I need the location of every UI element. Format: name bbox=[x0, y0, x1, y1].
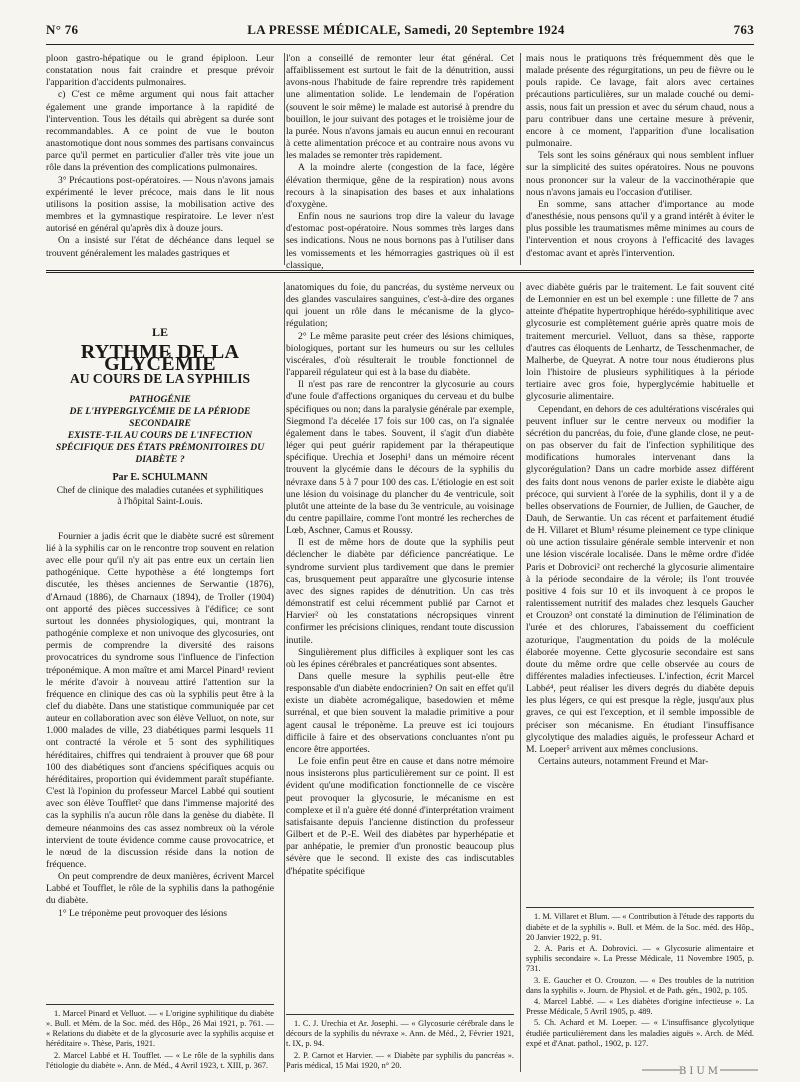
paragraph: On peut comprendre de deux manières, écrivent Marcel Labbé et Toufflet, le rôle de la syphilis dans la pathogénie du diabète. bbox=[46, 871, 274, 907]
top-column-3 bbox=[526, 53, 754, 272]
paragraph: Certains auteurs, notamment Freund et Mar- bbox=[538, 756, 709, 768]
paragraph: Enfin nous ne saurions trop dire la valeur du lavage d'estomac post-opératoire. Nous sommes très larges dans ses indications. Nous ne nous bornons pas à l'utiliser dans les vomissements et les hémorragies gastriques où il est classique, bbox=[286, 211, 514, 271]
paragraph: 2° Le même parasite peut créer des lésions chimiques, biologiques, portant sur les humeurs ou sur les cellules viscérales, d'où résulterait le trouble fonctionnel de l'appareil régulateur qui est à la base du diabète. bbox=[286, 330, 514, 379]
article-title-prefix: LE bbox=[151, 325, 168, 339]
footnote: 2. Marcel Labbé et H. Toufflet. — « Le rôle de la syphilis dans l'étiologie du diabète ». Ann. de Méd., 4 Avril 1923, t. XIII, p. 367. bbox=[46, 1050, 274, 1070]
footnotes bbox=[46, 1004, 274, 1072]
column-divider bbox=[520, 282, 521, 1072]
kicker: EXISTE-T-IL AU COURS DE L'INFECTION SPÉCIFIQUE DES ÉTATS PRÉMONITOIRES DU DIABÈTE ? bbox=[55, 429, 265, 465]
paragraph: 1° Le tréponème peut provoquer des lésions bbox=[58, 907, 228, 919]
paragraph: Singulièrement plus difficiles à expliquer sont les cas où les épines cérébrales et pancréatiques sont absentes. bbox=[286, 646, 514, 670]
article-column-2 bbox=[286, 282, 514, 1072]
footnote: 1. M. Villaret et Blum. — « Contribution à l'étude des rapports du diabète et de la syphilis ». Bull. et Mém. de la Soc. méd. des Hôp., 20 Janvier 1922, p. 91. bbox=[526, 912, 754, 942]
author-line: Par E. SCHULMANN bbox=[112, 471, 208, 483]
paragraph: 3° Précautions post-opératoires. — Nous n'avons jamais expérimenté le lever précoce, mais dans le lit nous utilisons la position assise, la mobilisation active des membres et la gymnastique respiratoire. Le lever n'est autorisé en général qu'après dix à douze jours. bbox=[46, 174, 274, 235]
column-divider bbox=[520, 53, 521, 265]
paragraph: c) C'est ce même argument qui nous fait attacher également une grande importance à la rapidité de l'intervention. Tous les détails qui abrègent sa durée sont recommandables. A ce point de vue le bouton anastomotique dont nous sommes des partisans convaincus parce qu'il permet en particulier d'aller très vite joue un rôle dans la prévention des complications pulmonaires. bbox=[46, 89, 274, 174]
kicker: PATHOGÉNIE bbox=[129, 393, 191, 405]
paragraph: anatomiques du foie, du pancréas, du système nerveux ou des glandes vasculaires sanguines, c'est-à-dire des organes qui jouent un rôle dans le mécanisme de la glyco-régulation; bbox=[286, 282, 514, 330]
footnote: 1. C. J. Urechia et Ar. Josephi. — « Glycosurie cérébrale dans le décours de la syphilis du névraxe ». Ann. de Méd., 2, Février 1921, t. IX, p. 94. bbox=[286, 1018, 514, 1049]
svg-text:BIUM: BIUM bbox=[679, 1066, 721, 1077]
column-divider bbox=[284, 282, 285, 1072]
header-rule bbox=[46, 44, 754, 45]
author-affiliation: Chef de clinique des maladies cutanées et syphilitiques à l'hôpital Saint-Louis. bbox=[56, 485, 264, 508]
article-column-1 bbox=[46, 282, 274, 1072]
footnotes bbox=[286, 1014, 514, 1072]
footnotes bbox=[526, 907, 754, 1050]
footnote: 2. P. Carnot et Harvier. — « Diabète par syphilis du pancréas ». Paris médical, 15 Mai 1920, n° 20. bbox=[286, 1050, 514, 1070]
paragraph: A la moindre alerte (congestion de la face, légère élévation thermique, gêne de la respiration) nous avons recours à la sinapisation des bases et aux inhalations d'oxygène. bbox=[286, 162, 514, 210]
article-title: RYTHME DE LA GLYCÉMIE bbox=[80, 341, 240, 376]
article-separator bbox=[46, 270, 754, 273]
paragraph: Il n'est pas rare de rencontrer la glycosurie au cours d'une foule d'affections organiques du cerveau et du bulbe spécifiques ou non; dans la paralysie générale par exemple, Siegmond l'a décelée 17 fois sur 100 cas, on l'a signalée également dans le tabes. Souvent, il s'agit d'un diabète léger qui peut guérir rapidement par la thérapeutique spécifique. Urechia et Josephi¹ dans un mémoire récent trouvent la glycémie dans le décours de la syphilis du névraxe dans 5 à 7 pour 100 des cas. L'étiologie en est soit une lésion du voisinage du plancher du 4e ventricule, soit plutôt une atteinte de la base du 3e ventricule, au voisinage du centre papillaire, comme l'ont montré les recherches de Lœb, Aschner, Camus et Roussy. bbox=[286, 379, 514, 537]
continued-article bbox=[46, 53, 754, 271]
issue-number: N° 76 bbox=[46, 22, 79, 37]
main-article bbox=[46, 282, 754, 1072]
footnote: 2. A. Paris et A. Dobrovici. — « Glycosurie alimentaire et syphilis secondaire ». La Presse Médicale, 11 Novembre 1905, p. 731. bbox=[526, 943, 754, 974]
paragraph: l'on a conseillé de remonter leur état général. Cet affaiblissement est surtout le fait de la dénutrition, aussi avons-nous l'habitude de faire reprendre très rapidement une alimentation solide. Le lendemain de l'opération (souvent le soir même) le malade est autorisé à prendre du bouillon, le jour suivant des potages et le troisième jour de la purée. Nous n'avons jamais eu aucun ennui en recourant à cette alimentation précoce et au contraire nous avons vu les malades se remonter très rapidement. bbox=[286, 53, 514, 162]
column-divider bbox=[284, 53, 285, 265]
top-column-1 bbox=[46, 53, 274, 272]
top-column-2 bbox=[286, 53, 514, 272]
footnote: 1. Marcel Pinard et Velluot. — « L'origine syphilitique du diabète ». Bull. et Mém. de la Soc. méd. des Hôp., 26 Mai 1921, p. 761. — « Relations du diabète et de la glycosurie avec la syphilis acquise et héréditaire ». Thèse, Paris, 1921. bbox=[46, 1008, 274, 1049]
paragraph: Tels sont les soins généraux qui nous semblent influer sur la simplicité des suites opératoires. Nous ne pouvons nous prononcer sur la valeur de la vaccinothérapie que nous n'avons jamais eu l'occasion d'utiliser. bbox=[526, 150, 754, 198]
kicker: DE L'HYPERGLYCÉMIE DE LA PÉRIODE SECONDAIRE bbox=[69, 405, 251, 429]
article-column-3 bbox=[526, 282, 754, 1072]
paragraph: Il est de même hors de doute que la syphilis peut déclencher le diabète par déficience pancréatique. Le syndrome survient plus tardivement que dans le premier cas, brusquement peut apparaître une glycosurie intense avec des signes rapides de dénutrition. Un cas très démonstratif est celui récemment publié par Carnot et Harvier² où les constatations nécropsiques vinrent confirmer les précisions cliniques, rendant toute discussion inutile. bbox=[286, 537, 514, 646]
paragraph: On a insisté sur l'état de déchéance dans lequel se trouvent généralement les malades gastriques et bbox=[46, 235, 274, 259]
journal-title: LA PRESSE MÉDICALE, Samedi, 20 Septembre 1924 bbox=[247, 22, 565, 37]
page-header bbox=[46, 22, 754, 40]
footnote: 5. Ch. Achard et M. Loeper. — « L'insuffisance glycolytique étudiée particulièrement dans les maladies aiguës ». Arch. de Méd. expé et d'Anat. pathol., 1902, p. 127. bbox=[526, 1018, 754, 1048]
paragraph: ploon gastro-hépatique ou le grand épiploon. Leur constatation nous fait craindre et presque prévoir l'apparition d'accidents pulmonaires. bbox=[46, 53, 274, 89]
footnote: 4. Marcel Labbé. — « Les diabètes d'origine infectieuse ». La Presse Médicale, 5 Avril 1905, p. 489. bbox=[526, 996, 754, 1017]
paragraph: avec diabète guéris par le traitement. Le fait souvent cité de Lemonnier en est un bel exemple : une fillette de 7 ans atteinte d'hépatite hypertrophique hérédo-syphilitique avec glycosurie est complètement guérie après quatre mois de traitement mercuriel. Velluot, dans sa thèse, rapporte d'autres cas éloquents de Lenhartz, de Tesschenmacher, de Malherbe, de Queyrat. A notre tour nous étudierons plus loin l'histoire de plusieurs syphilitiques à la période tertiaire avec gros foie, hyperglycémie habituelle et glycosurie alimentaire. bbox=[526, 282, 754, 403]
paragraph: Fournier a jadis écrit que le diabète sucré est sûrement lié à la syphilis car on le rencontre trop souvent en relation avec elle pour qu'il n'y ait pas entre eux un certain lien pathogénique. Cette hypothèse a été longtemps fort discutée, les thèses anciennes de Serwantie (1876), d'Arnaud (1886), de Charnaux (1894), de Troller (1904) ont apporté des pièces successives à l'édifice; ce sont surtout les données physiologiques, qui, montrant la pathogénie complexe et non univoque des glycosuries, ont permis de comprendre la diversité des raisons provocatrices du syndrome sous l'influence de l'infection tréponémique. A mon maître et ami Marcel Pinard¹ revient le mérite d'avoir à nouveau attiré l'attention sur la fréquence en clinique des cas où la syphilis peut être à la clef du diabète. Dans une statistique communiquée par cet auteur en collaboration avec son élève Velluot, on note, sur 1.000 malades de ville, 23 diabétiques parmi lesquels 11 ont contracté la vérole et 5 sont des syphilitiques héréditaires, chiffres qui tendraient à prouver que 68 pour 100 des diabétiques sont d'anciens spécifiques acquis ou héréditaires, proportion qui évidemment paraît stupéfiante. C'est là l'opinion du professeur Marcel Labbé qui soutient avec son élève Toufflet² que dans l'immense majorité des cas la syphilis n'a aucun rôle dans la genèse du diabète. Il demeure néanmoins des cas assez nombreux où la vérole intervient de toute évidence comme cause provocatrice, et le nœud de la discussion réside dans la notion de fréquence. bbox=[46, 530, 274, 870]
library-watermark-logo bbox=[640, 1062, 760, 1078]
paragraph: Le foie enfin peut être en cause et dans notre mémoire nous insisterons plus particulièrement sur ce point. Il est évident qu'une modification fonctionnelle de ce viscère peut provoquer la glycosurie, le mécanisme en est complexe et il n'a guère été donné d'interprétation vraiment satisfaisante depuis l'ancienne distinction du professeur Gilbert et de P.-E. Weil des diabètes par hyperhépatie et par anhépatie, le premier d'un pronostic beaucoup plus sévère que le second. Il existe des cas indiscutables d'hépatite spécifique bbox=[286, 756, 514, 877]
footnote: 3. E. Gaucher et O. Crouzon. — « Des troubles de la nutrition dans la syphilis ». Journ. de Physiol. et de Path. gén., 1902, p. 105. bbox=[526, 975, 754, 995]
paragraph: Cependant, en dehors de ces adultérations viscérales qui peuvent influer sur le centre nerveux ou modifier la sécrétion du pancréas, du foie, d'une glande close, ne peut-on pas observer du fait de l'infection syphilitique des modifications humorales intervenant dans la glycorégulation? Dans un cadre morbide assez différent des faits dont nous venons de parler existe le diabète aigu précoce, qui survient à l'orée de la syphilis, dont il y a de belles observations de Fournier, de Jullien, de Gaucher, de Dauh, de Serwantie. Un cas récent et parfaitement étudié de H. Villaret et Blum¹ résume pleinement ce type clinique où une action tissulaire générale semble intervenir et non une lésion viscérale localisée. Dans le même ordre d'idée Paris et Dobrovici² ont recherché la glycosurie alimentaire à la période secondaire de la vérole; ils l'ont trouvée positive 4 fois sur 10 et ils invoquent à ce propos le ralentissement nutritif des malades chez lesquels Gaucher et Crouzon³ ont constaté la diminution de l'élimination de l'urée et des chlorures, l'abaissement du coefficient azoturique, l'augmentation du poids de la molécule élaborée moyenne. Cette glycosurie secondaire est sans doute du même ordre que celle observée au cours de différentes maladies infectieuses. L'infection, écrit Marcel Labbé⁴, peut réaliser les divers degrés du diabète depuis les plus légers, ce qui est presque la règle, jusqu'aux plus graves, ce qui est l'exception, et il semble impossible de préciser son mécanisme. En étudiant l'insuffisance glycolytique des maladies aiguës, le professeur Achard et M. Loeper⁵ arrivent aux mêmes conclusions. bbox=[526, 403, 754, 755]
paragraph: mais nous le pratiquons très fréquemment dès que le malade présente des régurgitations, un peu de fièvre ou le pouls rapide. Ce lavage, fait alors avec certaines précautions particulières, sur un malade couché ou demi-assis, nous fait un pression et avec du sérum chaud, nous a paru contribuer dans une certaine mesure à prévenir, encore à ce moment, l'apparition d'une localisation pulmonaire. bbox=[526, 53, 754, 150]
article-subtitle: AU COURS DE LA SYPHILIS bbox=[69, 371, 251, 387]
paragraph: Dans quelle mesure la syphilis peut-elle être responsable d'un diabète endocrinien? On sait en effet qu'il existe un diabète acromégalique, basedowien et même surrénal, et que bien souvent la maladie primitive a pour agent causal le tréponème. La preuve est ici toujours difficile à faire et des observations concluantes n'ont pu encore être apportées. bbox=[286, 671, 514, 755]
page-number: 763 bbox=[733, 22, 754, 37]
paragraph: En somme, sans attacher d'importance au mode d'anesthésie, nous pensons qu'il y a grand intérêt à éviter le plus possible les traumatismes même minimes au cours de l'intervention et nous croyons à l'efficacité des lavages d'estomac avant et après l'intervention. bbox=[526, 198, 754, 259]
